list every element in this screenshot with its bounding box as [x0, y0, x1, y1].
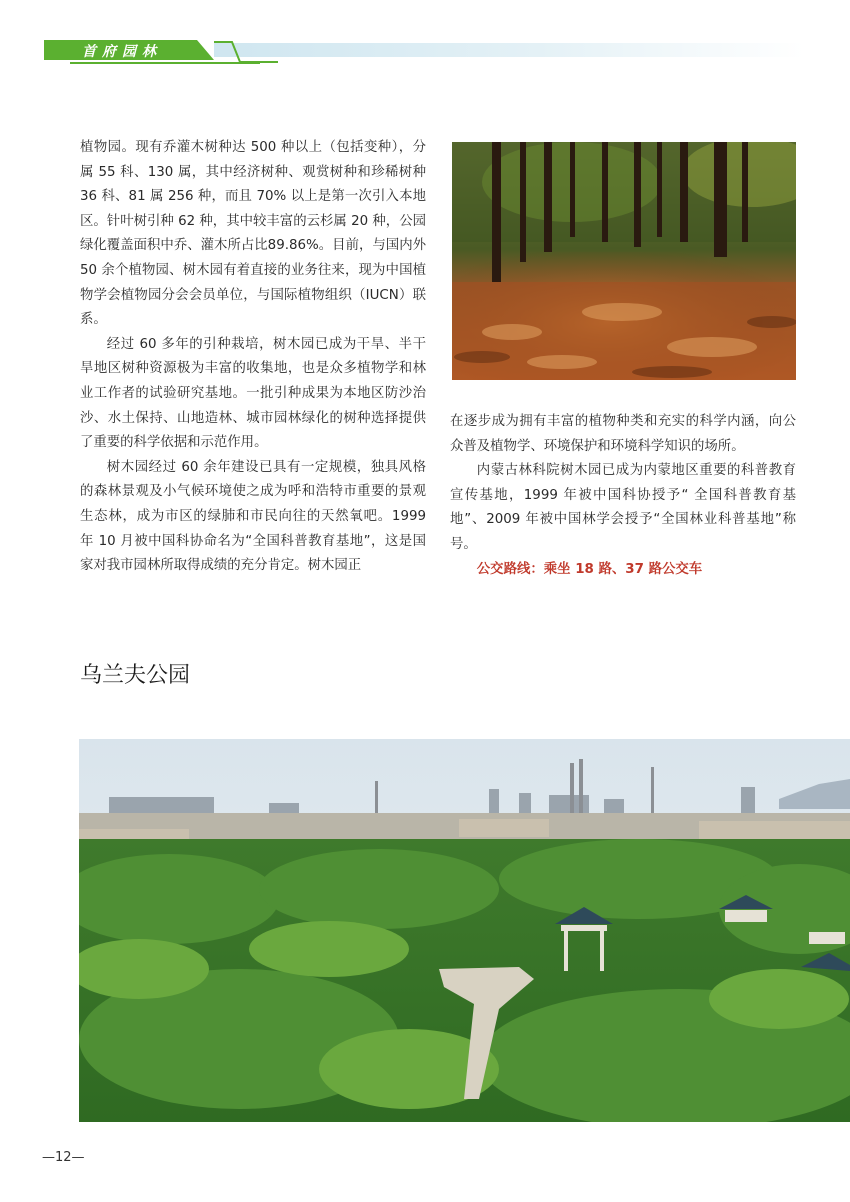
header-fade-bar	[214, 43, 804, 57]
forest-leaves-illustration	[452, 142, 796, 380]
paragraph: 内蒙古林科院树木园已成为内蒙地区重要的科普教育宣传基地，1999 年被中国科协授予“ 全国科普教育基地”、2009 年被中国林学会授予“全国林业科普基地”称号。	[450, 463, 796, 552]
paragraph: 在逐步成为拥有丰富的植物种类和充实的科学内涵，向公众普及植物学、环境保护和环境科学知识的场所。	[450, 414, 796, 454]
paragraph: 经过 60 多年的引种栽培，树木园已成为干旱、半干旱地区树种资源极为丰富的收集地，也是众多植物学和林业工作者的试验研究基地。一批引种成果为本地区防沙治沙、水土保持、山地造林、城市园林绿化的树种选择提供了重要的科学依据和示范作用。	[80, 336, 426, 451]
bus-route: 公交路线：乘坐 18 路、37 路公交车	[476, 561, 703, 577]
paragraph: 树木园经过 60 余年建设已具有一定规模，独具风格的森林景观及小气候环境使之成为呼和浩特市重要的景观生态林，成为市区的绿肺和市民向往的天然氧吧。1999 年 10 月被中国科协命名为“全国科普教育基地”，这是国家对我市园林所取得成绩的充分肯定。树木园正	[80, 459, 426, 574]
right-column	[450, 410, 796, 582]
header-title: 首府园林	[82, 44, 162, 60]
section-heading: 乌兰夫公园	[80, 663, 191, 688]
left-column	[80, 136, 426, 579]
paragraph: 植物园。现有乔灌木树种达 500 种以上（包括变种），分属 55 科、130 属，其中经济树种、观赏树种和珍稀树种 36 科、81 属 256 种，而且 70% 以上是第一次引入本地区。针叶树引种 62 种，其中较丰富的云杉属 20 种，公园绿化覆盖面积中乔、灌木所占比89.86%。目前，与国内外 50 余个植物园、树木园有着直接的业务往来，现为中国植物学会植物园分会会员单位，与国际植物组织（IUCN）联系。	[80, 140, 426, 328]
header-banner	[44, 40, 804, 66]
park-panorama-photo	[79, 739, 850, 1122]
page-number: —12—	[42, 1150, 85, 1165]
header-underline	[70, 62, 260, 64]
park-panorama-illustration	[79, 739, 850, 1122]
header-slant-line	[214, 40, 278, 64]
forest-leaves-photo	[452, 142, 796, 380]
